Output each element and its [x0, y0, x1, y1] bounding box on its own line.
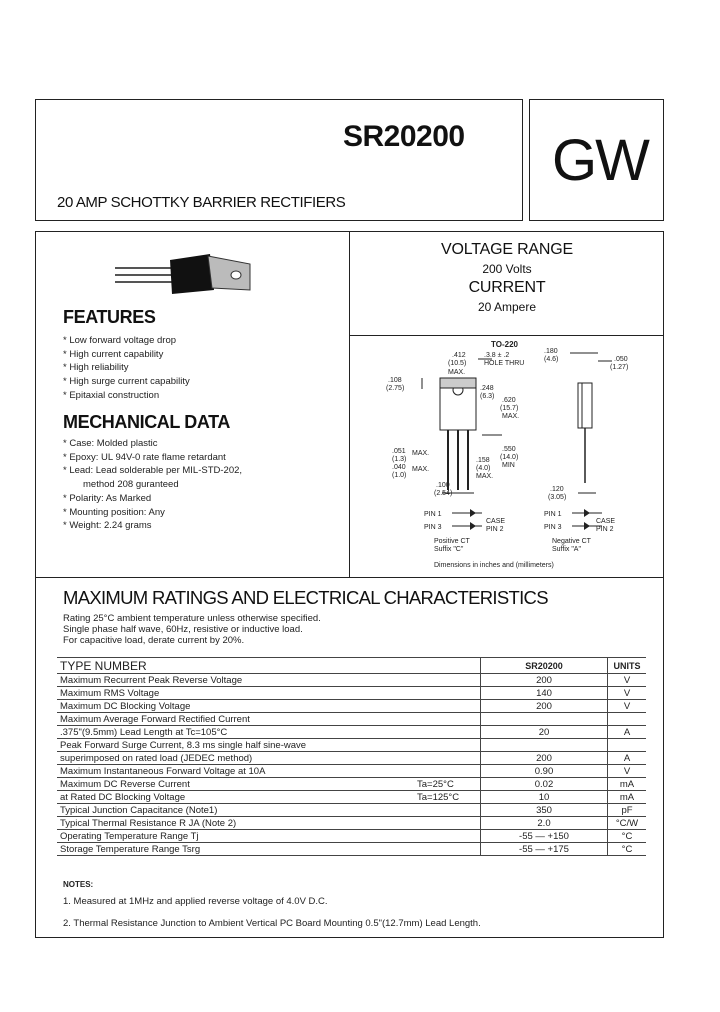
- value-cell: 2.0: [481, 817, 608, 830]
- cond-cell: [414, 843, 481, 856]
- cond-cell: [414, 752, 481, 765]
- unit-cell: V: [608, 700, 647, 713]
- pos-ct-1: Positive CT: [434, 538, 470, 545]
- param-cell: Operating Temperature Range Tj: [57, 830, 414, 843]
- part-number: SR20200: [343, 120, 465, 153]
- param-cell: Storage Temperature Range Tsrg: [57, 843, 414, 856]
- param-cell: Maximum DC Reverse Current: [57, 778, 414, 791]
- dim-d8: .051: [392, 448, 406, 455]
- ratings-intro: [63, 613, 321, 646]
- notes-label: NOTES:: [63, 880, 94, 889]
- intro-line: Single phase half wave, 60Hz, resistive or inductive load.: [63, 624, 303, 635]
- table-row: [57, 778, 646, 791]
- value-cell: 0.90: [481, 765, 608, 778]
- dim-d1m: (10.5): [448, 360, 467, 367]
- mechanical-item: * Polarity: As Marked: [63, 492, 152, 504]
- unit-cell: A: [608, 726, 647, 739]
- note-2: 2. Thermal Resistance Junction to Ambient Vertical PC Board Mounting 0.5"(12.7mm) Lead Length.: [63, 918, 481, 929]
- table-row: [57, 739, 646, 752]
- dim-d9x: MAX.: [412, 466, 430, 473]
- cond-cell: [414, 700, 481, 713]
- cond-cell: [414, 739, 481, 752]
- unit-cell: V: [608, 674, 647, 687]
- pin2-label-right: PIN 2: [596, 526, 614, 533]
- cond-cell: Ta=125°C: [414, 791, 481, 804]
- cond-cell: Ta=25°C: [414, 778, 481, 791]
- ratings-divider: [349, 335, 664, 336]
- notes: [63, 880, 481, 929]
- neg-ct-1: Negative CT: [552, 538, 591, 545]
- unit-cell: mA: [608, 791, 647, 804]
- feature-item: * High current capability: [63, 348, 164, 360]
- mechanical-item: method 208 guranteed: [83, 479, 179, 491]
- unit-cell: A: [608, 752, 647, 765]
- cond-cell: [414, 817, 481, 830]
- neg-ct-2: Suffix "A": [552, 546, 581, 553]
- dim-d9: .040: [392, 464, 406, 471]
- value-cell: 350: [481, 804, 608, 817]
- dim-d1: .412: [452, 352, 466, 359]
- value-cell: 200: [481, 674, 608, 687]
- dim-d13m: (3.05): [548, 494, 567, 501]
- dim-d11m: (14.0): [500, 454, 519, 461]
- value-cell: 200: [481, 752, 608, 765]
- dim-note: Dimensions in inches and (millimeters): [434, 562, 554, 569]
- dim-d12m: (2.54): [434, 490, 453, 497]
- mechanical-item: * Mounting position: Any: [63, 506, 165, 518]
- dim-d13: .120: [550, 486, 564, 493]
- feature-item: * High reliability: [63, 362, 129, 374]
- dim-d8x: MAX.: [412, 450, 430, 457]
- voltage-value: 200 Volts: [482, 262, 532, 276]
- note-1: 1. Measured at 1MHz and applied reverse voltage of 4.0V D.C.: [63, 896, 328, 907]
- table-header: [57, 658, 646, 674]
- mechanical-item: * Lead: Lead solderable per MIL-STD-202,: [63, 465, 243, 477]
- table-row: [57, 804, 646, 817]
- value-cell: [481, 713, 608, 726]
- table-row: [57, 726, 646, 739]
- dim-d6: .248: [480, 385, 494, 392]
- voltage-label: VOLTAGE RANGE: [441, 241, 573, 258]
- logo: GW: [552, 128, 648, 193]
- ratings-table: [57, 657, 646, 856]
- pin-right-2: PIN 3: [544, 524, 562, 531]
- table-row: [57, 843, 646, 856]
- dim-d3: .180: [544, 348, 558, 355]
- feature-item: * High surge current capability: [63, 376, 190, 388]
- param-cell: Maximum Average Forward Rectified Current: [57, 713, 414, 726]
- dim-d4: .050: [614, 356, 628, 363]
- value-cell: 20: [481, 726, 608, 739]
- value-cell: -55 — +150: [481, 830, 608, 843]
- package-name: TO-220: [491, 340, 518, 349]
- dim-d10m: (4.0): [476, 465, 491, 472]
- case-label-right: CASE: [596, 518, 616, 525]
- dim-d1x: MAX.: [448, 369, 466, 376]
- dim-d4m: (1.27): [610, 364, 629, 371]
- cond-cell: [414, 726, 481, 739]
- col-units: UNITS: [608, 658, 647, 674]
- param-cell: .375"(9.5mm) Lead Length at Tc=105°C: [57, 726, 414, 739]
- unit-cell: V: [608, 687, 647, 700]
- unit-cell: [608, 713, 647, 726]
- dim-d7x: MAX.: [502, 413, 520, 420]
- pin-right-1: PIN 1: [544, 511, 562, 518]
- unit-cell: mA: [608, 778, 647, 791]
- cond-cell: [414, 687, 481, 700]
- table-row: [57, 765, 646, 778]
- mechanical-list: [63, 437, 242, 533]
- feature-item: * Epitaxial construction: [63, 389, 160, 401]
- dim-d7m: (15.7): [500, 405, 519, 412]
- unit-cell: [608, 739, 647, 752]
- param-cell: Maximum Recurrent Peak Reverse Voltage: [57, 674, 414, 687]
- param-cell: Maximum Instantaneous Forward Voltage at 10A: [57, 765, 414, 778]
- features-list: [63, 334, 190, 403]
- intro-line: For capacitive load, derate current by 20%.: [63, 635, 245, 646]
- dim-d7: .620: [502, 397, 516, 404]
- current-label: CURRENT: [468, 279, 546, 296]
- value-cell: 140: [481, 687, 608, 700]
- case-label-left: CASE: [486, 518, 506, 525]
- dim-d2: .3.8 ± .2: [484, 352, 510, 359]
- cond-cell: [414, 674, 481, 687]
- value-cell: 0.02: [481, 778, 608, 791]
- dim-d10: .158: [476, 457, 490, 464]
- param-cell: Peak Forward Surge Current, 8.3 ms single half sine-wave: [57, 739, 414, 752]
- param-cell: superimposed on rated load (JEDEC method): [57, 752, 414, 765]
- value-cell: [481, 739, 608, 752]
- unit-cell: °C/W: [608, 817, 647, 830]
- table-row: [57, 713, 646, 726]
- intro-line: Rating 25°C ambient temperature unless otherwise specified.: [63, 613, 321, 624]
- table-row: [57, 687, 646, 700]
- pin-left-1: PIN 1: [424, 511, 442, 518]
- value-cell: 10: [481, 791, 608, 804]
- cond-cell: [414, 830, 481, 843]
- col-value: SR20200: [481, 658, 608, 674]
- cond-cell: [414, 713, 481, 726]
- unit-cell: °C: [608, 843, 647, 856]
- feature-item: * Low forward voltage drop: [63, 335, 177, 346]
- table-row: [57, 830, 646, 843]
- max-ratings-title: MAXIMUM RATINGS AND ELECTRICAL CHARACTERISTICS: [63, 587, 548, 608]
- dim-d12: .100: [436, 482, 450, 489]
- dim-d5m: (2.75): [386, 385, 405, 392]
- mechanical-item: * Weight: 2.24 grams: [63, 520, 152, 532]
- package-drawing: [352, 345, 662, 575]
- mechanical-heading: MECHANICAL DATA: [63, 412, 230, 432]
- dim-d2b: HOLE THRU: [484, 360, 525, 367]
- cond-cell: [414, 765, 481, 778]
- dim-d3m: (4.6): [544, 356, 559, 363]
- param-cell: Typical Junction Capacitance (Note1): [57, 804, 414, 817]
- current-value: 20 Ampere: [477, 300, 537, 314]
- col-type: TYPE NUMBER: [57, 658, 481, 674]
- dim-d8m: (1.3): [392, 456, 407, 463]
- dim-d5: .108: [388, 377, 402, 384]
- pin-left-2: PIN 3: [424, 524, 442, 531]
- value-cell: 200: [481, 700, 608, 713]
- dim-d6m: (6.3): [480, 393, 495, 400]
- mechanical-item: * Case: Molded plastic: [63, 438, 158, 449]
- unit-cell: °C: [608, 830, 647, 843]
- param-cell: at Rated DC Blocking Voltage: [57, 791, 414, 804]
- table-row: [57, 674, 646, 687]
- pin2-label-left: PIN 2: [486, 526, 504, 533]
- value-cell: -55 — +175: [481, 843, 608, 856]
- dim-d11x: MIN: [502, 462, 515, 469]
- table-row: [57, 817, 646, 830]
- subtitle: 20 AMP SCHOTTKY BARRIER RECTIFIERS: [57, 194, 346, 211]
- table-row: [57, 752, 646, 765]
- param-cell: Typical Thermal Resistance R JA (Note 2): [57, 817, 414, 830]
- table-row: [57, 700, 646, 713]
- package-image: [110, 250, 260, 300]
- ratings-summary: [350, 241, 664, 314]
- dim-d9m: (1.0): [392, 472, 407, 479]
- cond-cell: [414, 804, 481, 817]
- param-cell: Maximum DC Blocking Voltage: [57, 700, 414, 713]
- unit-cell: V: [608, 765, 647, 778]
- param-cell: Maximum RMS Voltage: [57, 687, 414, 700]
- unit-cell: pF: [608, 804, 647, 817]
- pos-ct-2: Suffix "C": [434, 546, 464, 553]
- table-row: [57, 791, 646, 804]
- dim-d11: .550: [502, 446, 516, 453]
- features-heading: FEATURES: [63, 307, 156, 327]
- dim-d10x: MAX.: [476, 473, 494, 480]
- mechanical-item: * Epoxy: UL 94V-0 rate flame retardant: [63, 451, 226, 463]
